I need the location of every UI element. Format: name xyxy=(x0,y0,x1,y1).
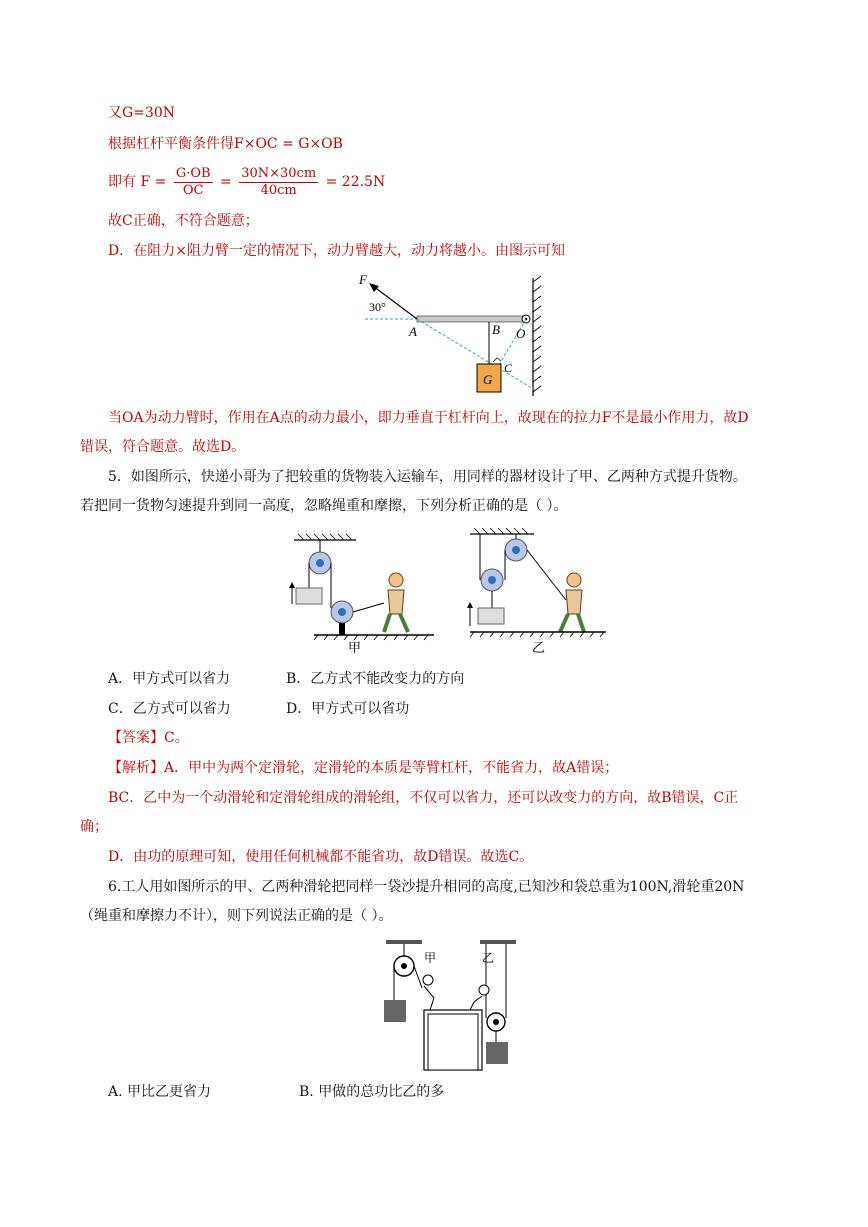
fraction-1-numerator: G·OB xyxy=(175,165,211,181)
q5-label-yi: 乙 xyxy=(532,641,546,656)
conclusion-line-2: 错误，符合题意。故选D。 xyxy=(80,439,246,455)
option-d-reasoning: D．在阻力×阻力臂一定的情况下，动力臂越大，动力将越小。由图示可知 xyxy=(108,243,565,259)
fraction-1-denominator: OC xyxy=(182,182,204,198)
q6-label-yi: 乙 xyxy=(482,951,495,965)
q5-option-a: A．甲方式可以省力 xyxy=(108,671,231,687)
formula-line xyxy=(108,162,385,202)
lever-balance-line: 根据杠杆平衡条件得F×OC = G×OB xyxy=(108,136,343,152)
q6-option-b: B. 甲做的总功比乙的多 xyxy=(299,1084,445,1100)
q6-stem-line-1: 6.工人用如图所示的甲、乙两种滑轮把同样一袋沙提升相同的高度,已知沙和袋总重为100N,滑轮重20N xyxy=(108,879,745,895)
fraction-1 xyxy=(174,166,213,199)
label-f: F xyxy=(359,272,367,287)
given-g-line: 又G=30N xyxy=(108,105,175,121)
fraction-2 xyxy=(239,166,318,199)
q5-option-c: C．乙方式可以省力 xyxy=(108,701,231,717)
q6-option-a: A. 甲比乙更省力 xyxy=(108,1084,212,1100)
q5-stem-line-2: 若把同一货物匀速提升到同一高度，忽略绳重和摩擦，下列分析正确的是（ ）。 xyxy=(80,498,568,514)
label-angle: 30° xyxy=(369,300,386,314)
q5-analysis-line-4: D．由功的原理可知，使用任何机械都不能省功，故D错误。故选C。 xyxy=(108,849,534,865)
q5-option-d: D．甲方式可以省功 xyxy=(286,701,410,717)
q6-label-jia: 甲 xyxy=(424,951,437,965)
conclusion-line-1: 当OA为动力臂时，作用在A点的动力最小，即力垂直于杠杆向上，故现在的拉力F不是最小作用力，故D xyxy=(108,410,749,426)
label-g: G xyxy=(483,372,493,387)
label-a: A xyxy=(409,324,417,339)
q6-pulley-figure xyxy=(378,936,528,1072)
fraction-2-denominator: 40cm xyxy=(260,182,297,198)
formula-prefix: 即有 F = xyxy=(108,174,167,190)
fraction-2-numerator: 30N×30cm xyxy=(241,165,317,181)
q5-analysis-line-1: 【解析】A．甲中为两个定滑轮，定滑轮的本质是等臂杠杆，不能省力，故A错误； xyxy=(108,760,619,776)
option-c-conclusion: 故C正确，不符合题意； xyxy=(108,213,259,229)
q5-stem-line-1: 5．如图所示，快递小哥为了把较重的货物装入运输车，用同样的器材设计了甲、乙两种方式提升货物。 xyxy=(108,469,747,485)
label-o: O xyxy=(516,326,526,341)
q5-answer: 【答案】C。 xyxy=(108,730,189,746)
label-b: B xyxy=(492,322,500,337)
q5-analysis-line-2: BC．乙中为一个动滑轮和定滑轮组成的滑轮组，不仅可以省力，还可以改变力的方向，故B错误，C正 xyxy=(108,790,739,806)
q5-label-jia: 甲 xyxy=(348,641,362,656)
formula-result: = 22.5N xyxy=(325,174,386,190)
equals-sign: = xyxy=(220,174,232,190)
q5-analysis-line-3: 确； xyxy=(80,819,108,835)
q6-stem-line-2: （绳重和摩擦力不计），则下列说法正确的是（ ）。 xyxy=(80,908,393,924)
q5-pulley-figure xyxy=(284,528,614,656)
q5-option-b: B．乙方式不能改变力的方向 xyxy=(286,671,465,687)
label-c: C xyxy=(504,361,513,375)
lever-diagram xyxy=(355,268,555,398)
